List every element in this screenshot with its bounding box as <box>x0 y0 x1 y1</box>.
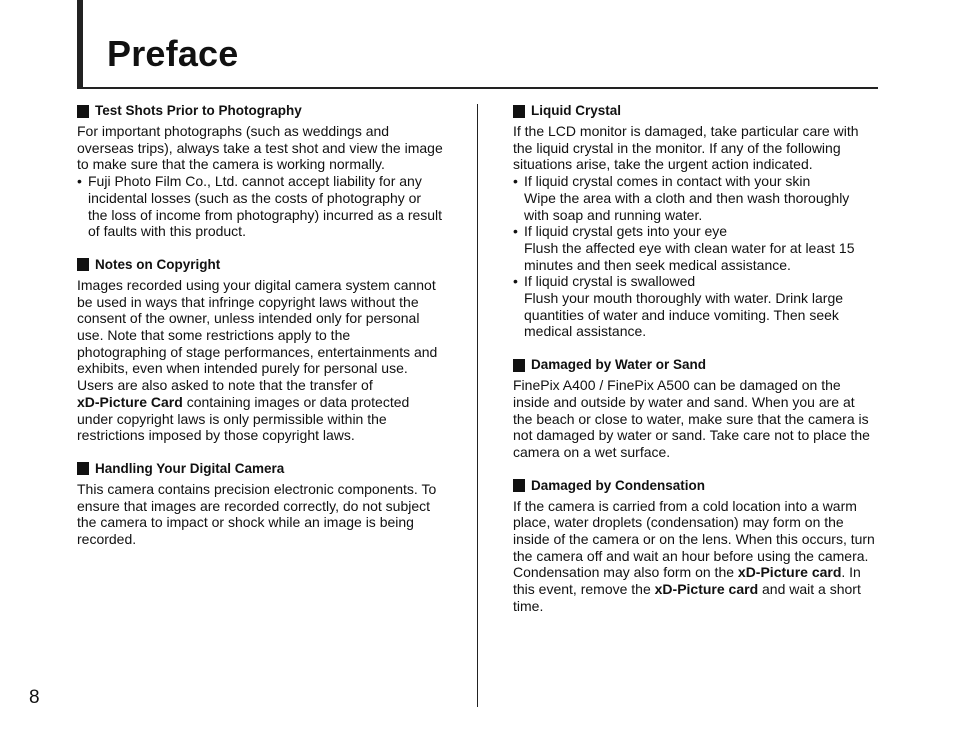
heading-text: Liquid Crystal <box>531 103 622 118</box>
section-heading <box>77 257 443 273</box>
heading-text: Damaged by Condensation <box>531 477 706 493</box>
square-bullet-icon <box>513 479 525 492</box>
bullet-list <box>77 173 443 240</box>
paragraph <box>77 277 443 444</box>
section-liquid-crystal <box>513 103 877 340</box>
paragraph <box>513 498 877 615</box>
paragraph-text: Images recorded using your digital camera system cannot be used in ways that infringe copyright laws without the consent of the owner, unless intended only for personal use. Note that some restrictions apply to the photographing of stage performances, entertainments and exhibits, even when intended purely for personal use. Users are also asked to note that the transfer of <box>77 276 438 394</box>
section-test-shots <box>77 103 443 240</box>
heading-text: Handling Your Digital Camera <box>95 460 285 476</box>
page-number: 8 <box>29 687 40 708</box>
paragraph-text: containing images or data protected under copyright laws is only permissible within the restrictions imposed by those copyright laws. <box>77 393 410 444</box>
section-copyright <box>77 257 443 444</box>
section-heading <box>77 103 443 119</box>
square-bullet-icon <box>77 258 89 271</box>
square-bullet-icon <box>77 105 89 118</box>
section-heading <box>513 478 877 494</box>
bullet-action: Flush your mouth thoroughly with water. Drink large quantities of water and induce vomiting. Then seek medical assistance. <box>524 290 844 340</box>
bullet-item <box>513 223 877 273</box>
square-bullet-icon <box>513 105 525 118</box>
section-water-sand <box>513 357 877 461</box>
square-bullet-icon <box>77 462 89 475</box>
section-condensation <box>513 478 877 615</box>
title-rule <box>77 87 878 89</box>
heading-text: Notes on Copyright <box>95 256 221 272</box>
square-bullet-icon <box>513 359 525 372</box>
title-accent-bar <box>77 0 83 89</box>
bullet-case: If liquid crystal gets into your eye <box>524 223 728 240</box>
bullet-action: Flush the affected eye with clean water for at least 15 minutes and then seek medical assistance. <box>524 239 855 273</box>
heading-text: Damaged by Water or Sand <box>531 357 707 373</box>
paragraph: This camera contains precision electronic components. To ensure that images are recorded correctly, do not subject the camera to impact or shock while an image is being recorded. <box>77 480 437 548</box>
bullet-list <box>513 173 877 340</box>
section-handling <box>77 461 443 548</box>
bold-term: xD-Picture card <box>737 564 842 581</box>
paragraph-text: If the camera is carried from a cold location into a warm place, water droplets (condensation) may form on the inside of the camera or on the lens. When this occurs, turn the camera off and wait an hour before using the camera. Condensation may also form on the <box>513 497 875 581</box>
bullet-item <box>513 173 877 223</box>
paragraph: If the LCD monitor is damaged, take particular care with the liquid crystal in the monitor. If any of the following situations arise, take the urgent action indicated. <box>513 123 859 173</box>
paragraph-text: . In this event, remove the <box>513 564 861 598</box>
bullet-action: Wipe the area with a cloth and then wash thoroughly with soap and running water. <box>524 189 850 223</box>
section-heading <box>513 357 877 373</box>
bullet-case: If liquid crystal comes in contact with your skin <box>524 173 811 190</box>
paragraph-text: and wait a short time. <box>513 581 861 614</box>
right-column <box>513 103 877 632</box>
page-title: Preface <box>107 33 239 74</box>
paragraph: For important photographs (such as weddings and overseas trips), always take a test shot and view the image to make sure that the camera is working normally. <box>77 123 443 173</box>
paragraph: FinePix A400 / FinePix A500 can be damaged on the inside and outside by water and sand. When you are at the beach or close to water, make sure that the camera is not damaged by water or sand. Take care not to place the camera on a wet surface. <box>513 377 870 460</box>
bullet-item: • Fuji Photo Film Co., Ltd. cannot accept liability for any incidental losses (such as the costs of photography or the loss of income from photography) incurred as a result of faults with this product. <box>77 173 443 240</box>
section-heading <box>513 103 877 119</box>
left-column <box>77 103 443 565</box>
bold-term: xD-Picture Card <box>77 393 183 410</box>
heading-text: Test Shots Prior to Photography <box>95 103 302 118</box>
bullet-case: If liquid crystal is swallowed <box>524 273 696 290</box>
bullet-item <box>513 273 877 340</box>
section-heading <box>77 461 443 477</box>
column-divider <box>477 104 478 707</box>
bold-term: xD-Picture card <box>654 581 759 598</box>
